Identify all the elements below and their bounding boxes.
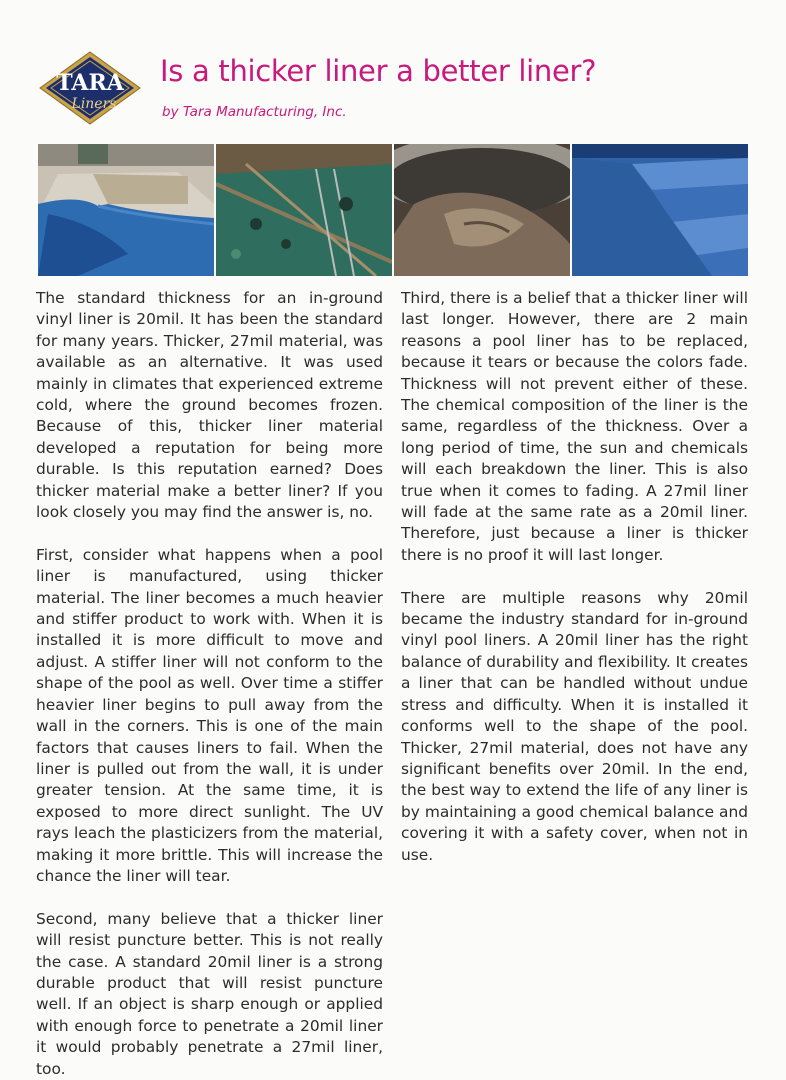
photo-liner-installation	[38, 144, 214, 276]
paragraph-first: First, consider what happens when a pool liner is manufactured, using thicker material. The liner becomes a much heavier and stiffer product to work with. When it is installed it is more difficult to move and adjust. A stiffer liner will not conform to the shape of the pool as well. Over time a stiffer heavier liner begins to pull away from the wall in the corners. This is one of the main factors that causes liners to fail. When the liner is pulled out from the wall, it is under greater tension. At the same time, it is exposed to more direct sunlight. The UV rays leach the plasticizers from the material, making it more brittle. This will increase the chance the liner will tear.	[36, 545, 383, 885]
photo-pool-steps	[572, 144, 748, 276]
photo-torn-liner	[394, 144, 570, 276]
tara-liners-logo	[38, 50, 142, 126]
paragraph-conclusion: There are multiple reasons why 20mil became the industry standard for in-ground vinyl pool liners. A 20mil liner has the right balance of durability and flexibility. It creates a liner that can be handled without undue stress and difficulty. When it is installed it conforms well to the shape of the pool. Thicker, 27mil material, does not have any significant benefits over 20mil. In the end, the best way to extend the life of any liner is by maintaining a good chemical balance and covering it with a safety cover, when not in use.	[401, 588, 748, 864]
paragraph-second: Second, many believe that a thicker liner will resist puncture better. This is not really the case. A standard 20mil liner is a strong durable product that will resist puncture well. If an object is sharp enough or applied with enough force to penetrate a 20mil liner it would probably penetrate a 27mil liner, too.	[36, 909, 383, 1078]
logo-sub-text: Liners	[71, 96, 117, 112]
photo-dirty-pool	[216, 144, 392, 276]
logo-brand-text: TARA	[56, 70, 124, 96]
article-column-left	[36, 288, 383, 1080]
paragraph-third: Third, there is a belief that a thicker liner will last longer. However, there are 2 main reasons a pool liner has to be replaced, because it tears or because the colors fade. Thickness will not prevent either of these. The chemical composition of the liner is the same, regardless of the thickness. Over a long period of time, the sun and chemicals will each breakdown the liner. This is also true when it comes to fading. A 27mil liner will fade at the same rate as a 20mil liner. Therefore, just because a liner is thicker there is no proof it will last longer.	[401, 289, 748, 564]
article-byline: by Tara Manufacturing, Inc.	[162, 104, 347, 120]
article-column-right	[401, 288, 748, 866]
photo-strip	[38, 144, 748, 276]
paragraph-intro: The standard thickness for an in-ground vinyl liner is 20mil. It has been the standard for many years. Thicker, 27mil material, was available as an alternative. It was used mainly in climates that experienced extreme cold, where the ground becomes frozen. Because of this, thicker liner material developed a reputation for being more durable. Is this reputation earned? Does thicker material make a better liner? If you look closely you may find the answer is, no.	[36, 289, 383, 522]
logo-emblem	[38, 50, 142, 126]
article-title: Is a thicker liner a better liner?	[160, 54, 597, 88]
